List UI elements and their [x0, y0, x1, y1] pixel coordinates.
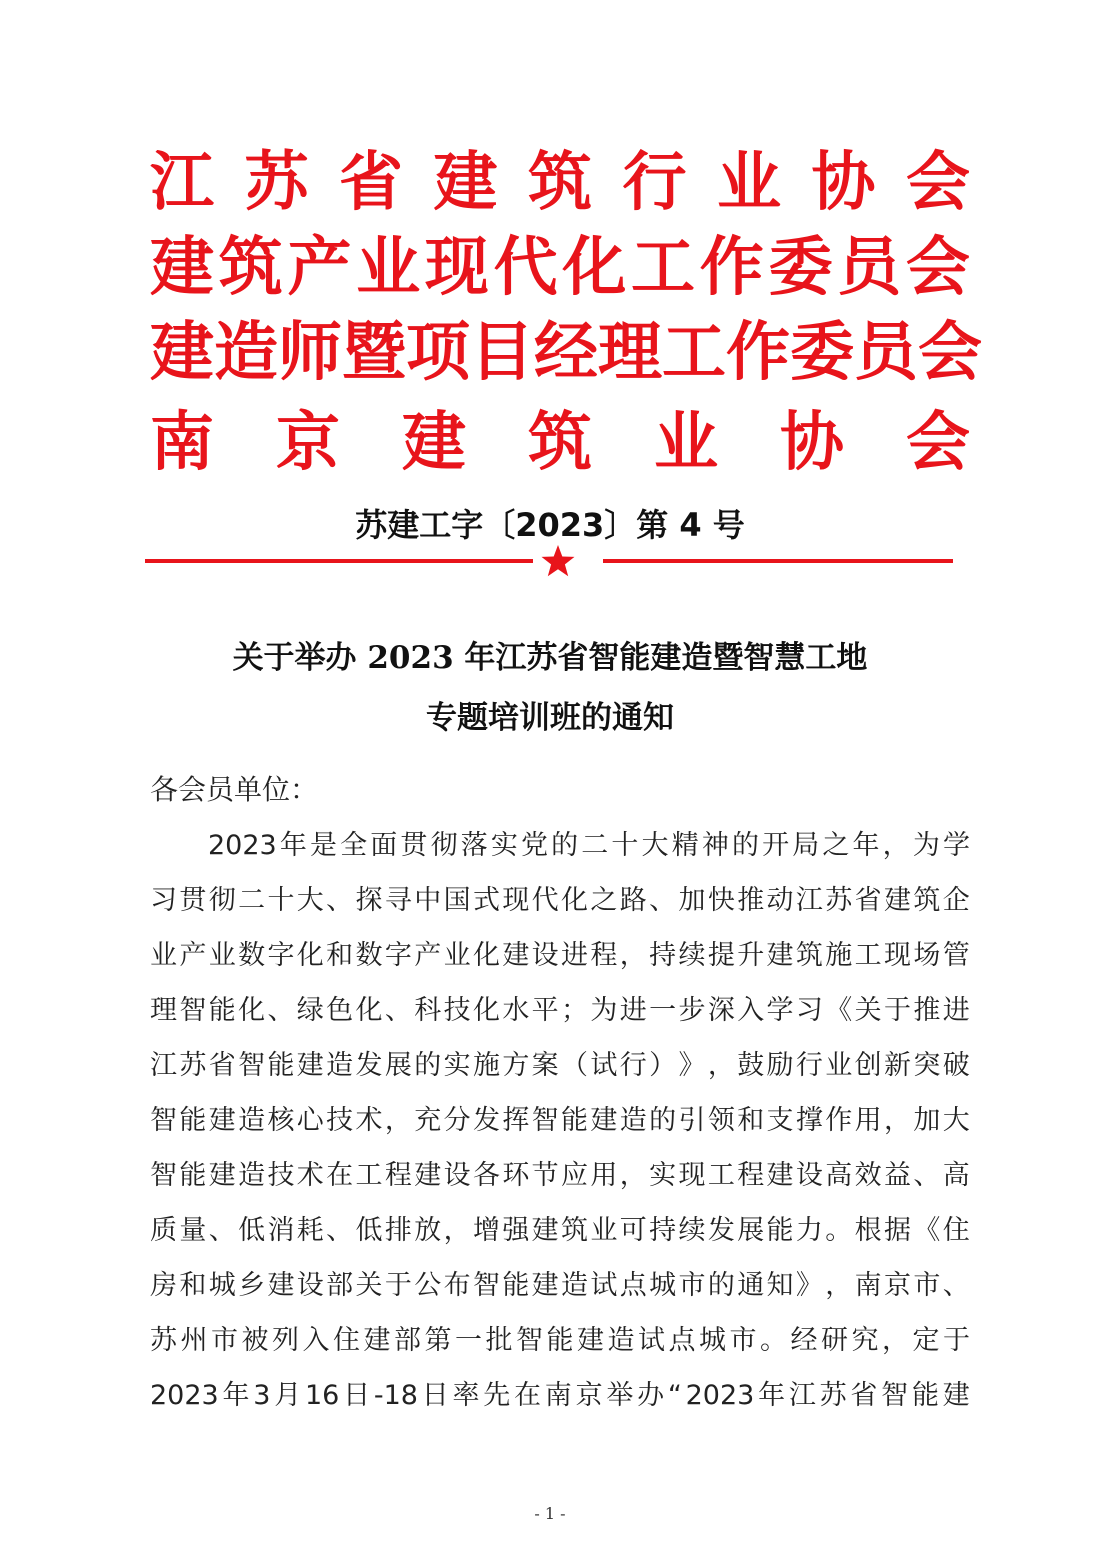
- issuer-name-1: 江 苏 省 建 筑 行 业 协 会: [150, 146, 970, 220]
- body-line: 江 苏 省 智 能 建 造 发 展 的 实 施 方 案 （ 试 行 ） 》 ， 鼓 励 行 业 创 新 突 破: [150, 1050, 970, 1081]
- body-line: 苏 州 市 被 列 入 住 建 部 第 一 批 智 能 建 造 试 点 城 市 。 经 研 究 ， 定 于: [150, 1325, 970, 1356]
- body-line: 质 量 、 低 消 耗 、 低 排 放 ， 增 强 建 筑 业 可 持 续 发 展 能 力 。 根 据 《 住: [150, 1215, 970, 1246]
- body-line: 理 智 能 化 、 绿 色 化 、 科 技 化 水 平 ； 为 进 一 步 深 入 学 习 《 关 于 推 进: [150, 995, 970, 1026]
- page-number: - 1 -: [534, 1504, 566, 1523]
- notice-title-line-1: 关于举办 2023 年江苏省智能建造暨智慧工地: [232, 640, 868, 676]
- issuer-name-3: 建 造 师 暨 项 目 经 理 工 作 委 员 会: [150, 316, 982, 390]
- salutation: 各会员单位：: [150, 773, 319, 806]
- body-line: 房 和 城 乡 建 设 部 关 于 公 布 智 能 建 造 试 点 城 市 的 通 知 》 ， 南 京 市 、: [150, 1270, 970, 1301]
- body-line: 习 贯 彻 二 十 大 、 探 寻 中 国 式 现 代 化 之 路 、 加 快 推 动 江 苏 省 建 筑 企: [150, 885, 970, 916]
- body-line: 智 能 建 造 技 术 在 工 程 建 设 各 环 节 应 用 ， 实 现 工 程 建 设 高 效 益 、 高: [150, 1160, 970, 1191]
- body-line: 业 产 业 数 字 化 和 数 字 产 业 化 建 设 进 程 ， 持 续 提 升 建 筑 施 工 现 场 管: [150, 940, 970, 971]
- document-number: 苏建工字〔2023〕第 4 号: [355, 506, 745, 544]
- issuer-name-4: 南 京 建 筑 业 协 会: [150, 406, 970, 480]
- body-line: 2023 年 3 月 16 日 -18 日 率 先 在 南 京 举 办 “ 2023 年 江 苏 省 智 能 建: [150, 1380, 970, 1411]
- star-icon: [540, 543, 576, 579]
- notice-title-line-2: 专题培训班的通知: [426, 700, 674, 736]
- red-divider-left: [145, 559, 533, 563]
- red-divider-right: [603, 559, 953, 563]
- issuer-name-2: 建 筑 产 业 现 代 化 工 作 委 员 会: [150, 231, 970, 305]
- body-line: 智 能 建 造 核 心 技 术 ， 充 分 发 挥 智 能 建 造 的 引 领 和 支 撑 作 用 ， 加 大: [150, 1105, 970, 1136]
- body-line: 2023 年 是 全 面 贯 彻 落 实 党 的 二 十 大 精 神 的 开 局 之 年 ， 为 学: [208, 830, 970, 861]
